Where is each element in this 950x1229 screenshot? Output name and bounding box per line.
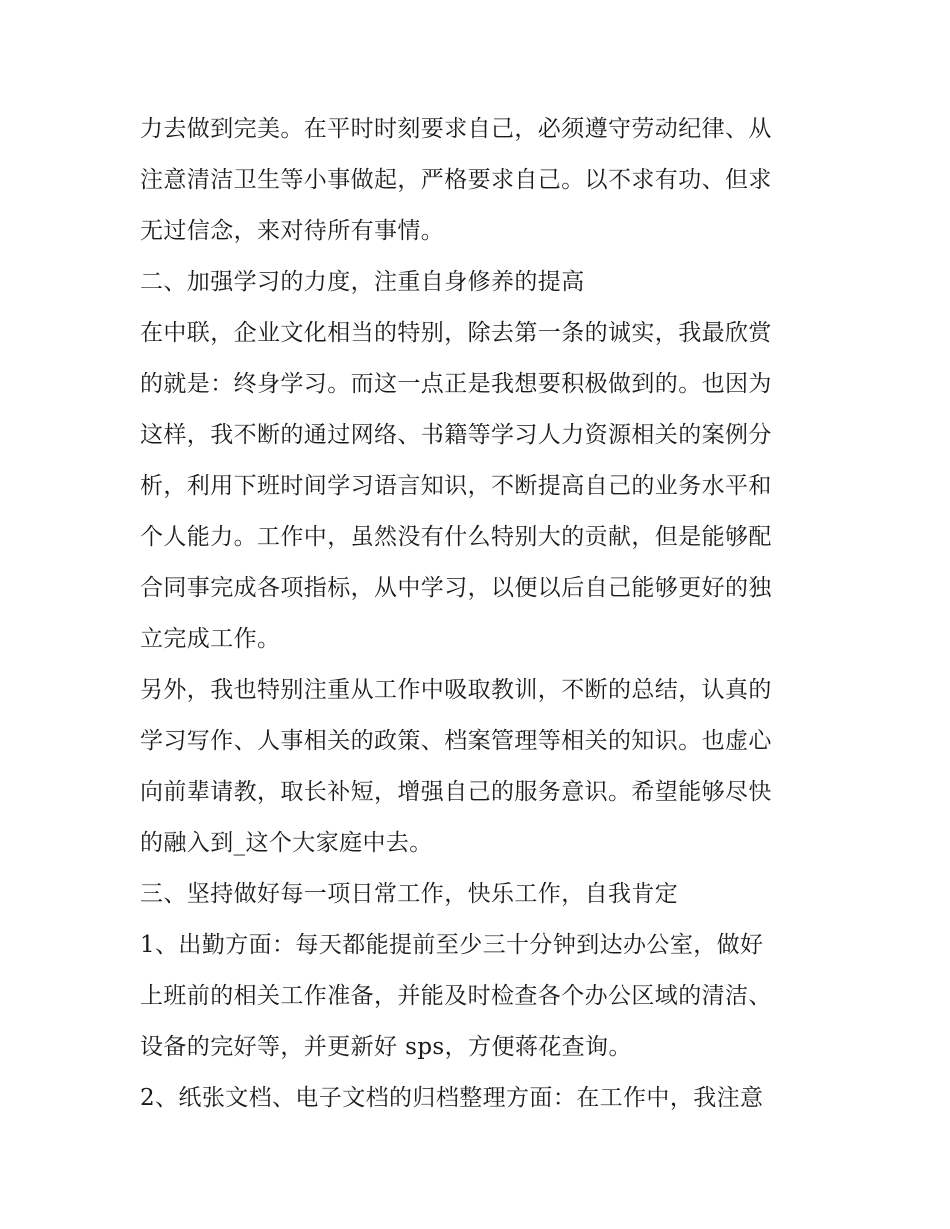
paragraph-attendance	[140, 920, 820, 1073]
text-line: 注意清洁卫生等小事做起，严格要求自己。以不求有功、但求	[140, 167, 772, 193]
paragraph-work-attitude	[140, 104, 820, 257]
text-line: 上班前的相关工作准备，并能及时检查各个办公区域的清洁、	[140, 983, 772, 1009]
text-line: 这样，我不断的通过网络、书籍等学习人力资源相关的案例分	[140, 422, 772, 448]
text-line: 析，利用下班时间学习语言知识，不断提高自己的业务水平和	[140, 473, 772, 499]
paragraph-lifelong-learning	[140, 308, 820, 665]
heading-line: 三、坚持做好每一项日常工作，快乐工作，自我肯定	[140, 881, 679, 907]
text-line: 1、出勤方面：每天都能提前至少三十分钟到达办公室，做好	[140, 932, 764, 958]
paragraph-lessons-learned	[140, 665, 820, 869]
section-heading-two	[140, 257, 820, 308]
text-line: 立完成工作。	[140, 626, 281, 652]
text-line: 无过信念，来对待所有事情。	[140, 218, 445, 244]
text-line: 合同事完成各项指标，从中学习，以便以后自己能够更好的独	[140, 575, 772, 601]
text-line: 学习写作、人事相关的政策、档案管理等相关的知识。也虚心	[140, 728, 772, 754]
text-line: 的融入到_这个大家庭中去。	[140, 830, 433, 856]
text-line: 的就是：终身学习。而这一点正是我想要积极做到的。也因为	[140, 371, 772, 397]
section-heading-three	[140, 869, 820, 920]
paragraph-document-archiving	[140, 1073, 820, 1124]
text-line: 向前辈请教，取长补短，增强自己的服务意识。希望能够尽快	[140, 779, 772, 805]
text-line: 另外，我也特别注重从工作中吸取教训，不断的总结，认真的	[140, 677, 772, 703]
document-body	[140, 104, 820, 1124]
heading-line: 二、加强学习的力度，注重自身修养的提高	[140, 269, 585, 295]
text-line: 在中联，企业文化相当的特别，除去第一条的诚实，我最欣赏	[140, 320, 772, 346]
text-line: 力去做到完美。在平时时刻要求自己，必须遵守劳动纪律、从	[140, 116, 772, 142]
text-line: 个人能力。工作中，虽然没有什么特别大的贡献，但是能够配	[140, 524, 772, 550]
text-line: 2、纸张文档、电子文档的归档整理方面：在工作中，我注意	[140, 1085, 764, 1111]
text-line: 设备的完好等，并更新好 sps，方便蒋花查询。	[140, 1034, 632, 1060]
